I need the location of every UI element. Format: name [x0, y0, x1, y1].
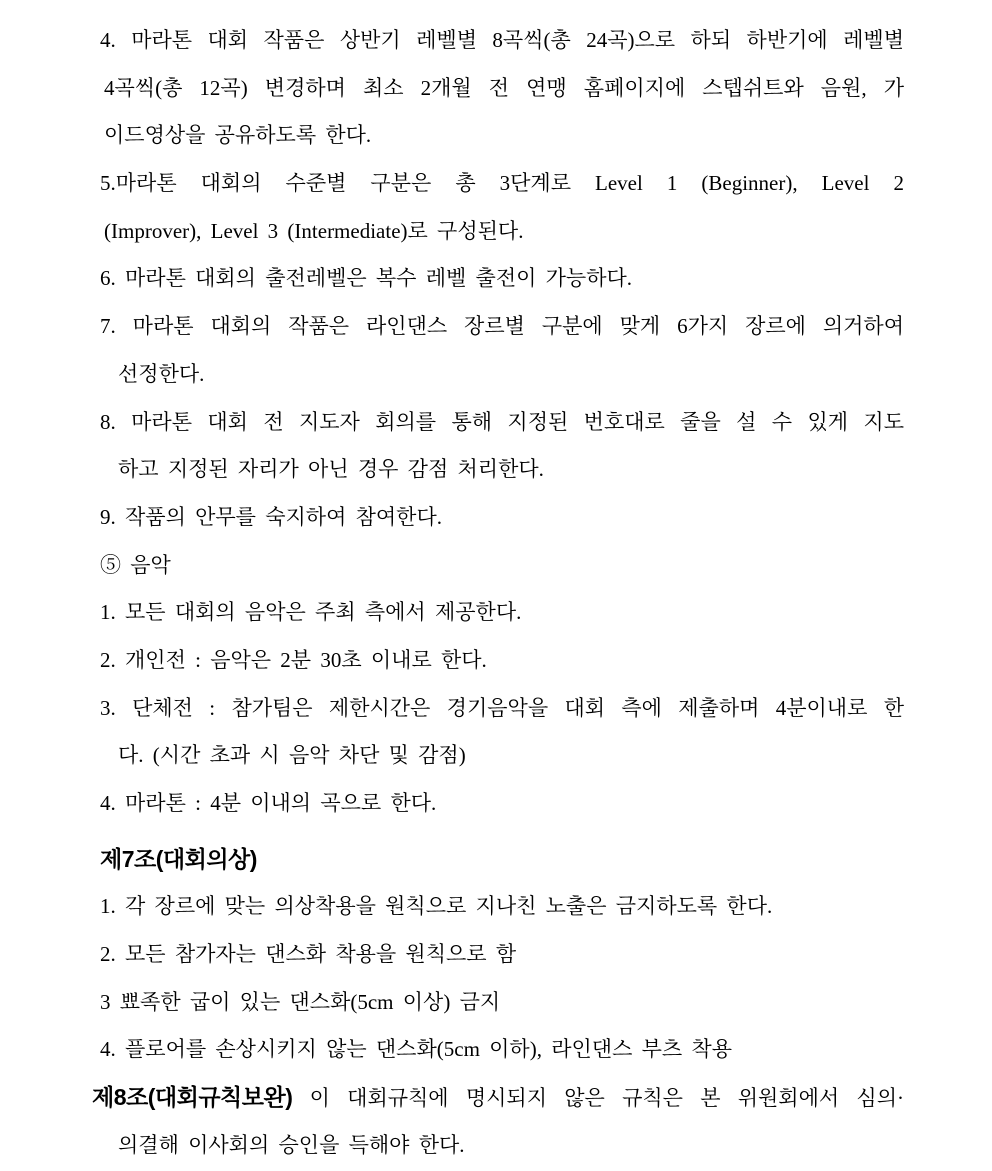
text-line [92, 1122, 904, 1170]
section-heading-text: 제8조(대회규칙보완) [92, 1084, 293, 1111]
body-text-run: 선정한다. [118, 361, 205, 386]
document-body [92, 17, 904, 1170]
body-text-run: 4. 플로어를 손상시키지 않는 댄스화(5cm 이하), 라인댄스 부츠 착용 [100, 1037, 733, 1062]
text-line [92, 303, 904, 351]
body-text-run: 2. 모든 참가자는 댄스화 착용을 원칙으로 함 [100, 942, 517, 967]
text-line [92, 1026, 904, 1074]
text-line [92, 399, 904, 447]
body-text-run: 7. 마라톤 대회의 작품은 라인댄스 장르별 구분에 맞게 6가지 장르에 의거하여 [100, 314, 904, 339]
text-line [92, 208, 904, 256]
body-text-run: 4곡씩(총 12곡) 변경하며 최소 2개월 전 연맹 홈페이지에 스텝쉬트와 음원, 가 [104, 75, 904, 100]
body-text-run: 2. 개인전 : 음악은 2분 30초 이내로 한다. [100, 647, 487, 672]
body-text-run: 의결해 이사회의 승인을 득해야 한다. [118, 1132, 465, 1157]
text-line [92, 732, 904, 780]
text-line [92, 160, 904, 208]
text-line [92, 637, 904, 685]
text-line [92, 17, 904, 65]
text-line [92, 685, 904, 733]
text-line [92, 255, 904, 303]
text-line [92, 836, 904, 884]
body-text-run: 3 뾰족한 굽이 있는 댄스화(5cm 이상) 금지 [100, 989, 501, 1014]
body-text-run: 6. 마라톤 대회의 출전레벨은 복수 레벨 출전이 가능하다. [100, 266, 633, 291]
body-text-run: 5.마라톤 대회의 수준별 구분은 총 3단계로 Level 1 (Beginner), Level 2 [100, 171, 904, 196]
body-text-run: 1. 모든 대회의 음악은 주최 측에서 제공한다. [100, 600, 522, 625]
body-text-run: (Improver), Level 3 (Intermediate)로 구성된다. [104, 218, 524, 243]
body-text-run: 이 대회규칙에 명시되지 않은 규칙은 본 위원회에서 심의· [292, 1086, 904, 1111]
text-line [92, 542, 904, 590]
text-line [92, 589, 904, 637]
section-heading-text: 제7조(대회의상) [100, 845, 257, 872]
body-text-run: 하고 지정된 자리가 아닌 경우 감점 처리한다. [118, 457, 544, 482]
body-text-run: 1. 각 장르에 맞는 의상착용을 원칙으로 지나친 노출은 금지하도록 한다. [100, 894, 773, 919]
body-text-run: 4. 마라톤 : 4분 이내의 곡으로 한다. [100, 791, 437, 815]
text-line [92, 1074, 904, 1122]
text-line [92, 883, 904, 931]
body-text-run: 4. 마라톤 대회 작품은 상반기 레벨별 8곡씩(총 24곡)으로 하되 하반기에 레벨별 [100, 28, 904, 52]
text-line [92, 112, 904, 160]
text-line [92, 446, 904, 494]
body-text-run: 8. 마라톤 대회 전 지도자 회의를 통해 지정된 번호대로 줄을 설 수 있게 지도 [100, 409, 904, 434]
text-line [92, 494, 904, 542]
text-line [92, 65, 904, 113]
body-text-run: 다. (시간 초과 시 음악 차단 및 감점) [118, 743, 466, 768]
body-text-run: 이드영상을 공유하도록 한다. [104, 123, 372, 148]
body-text-run: 3. 단체전 : 참가팀은 제한시간은 경기음악을 대회 측에 제출하며 4분이내로 한 [100, 695, 904, 720]
text-line [92, 780, 904, 828]
body-text-run: 9. 작품의 안무를 숙지하여 참여한다. [100, 504, 443, 529]
text-line [92, 931, 904, 979]
text-line [92, 351, 904, 399]
body-text-run: ⑤ 음악 [100, 552, 171, 577]
text-line [92, 979, 904, 1027]
